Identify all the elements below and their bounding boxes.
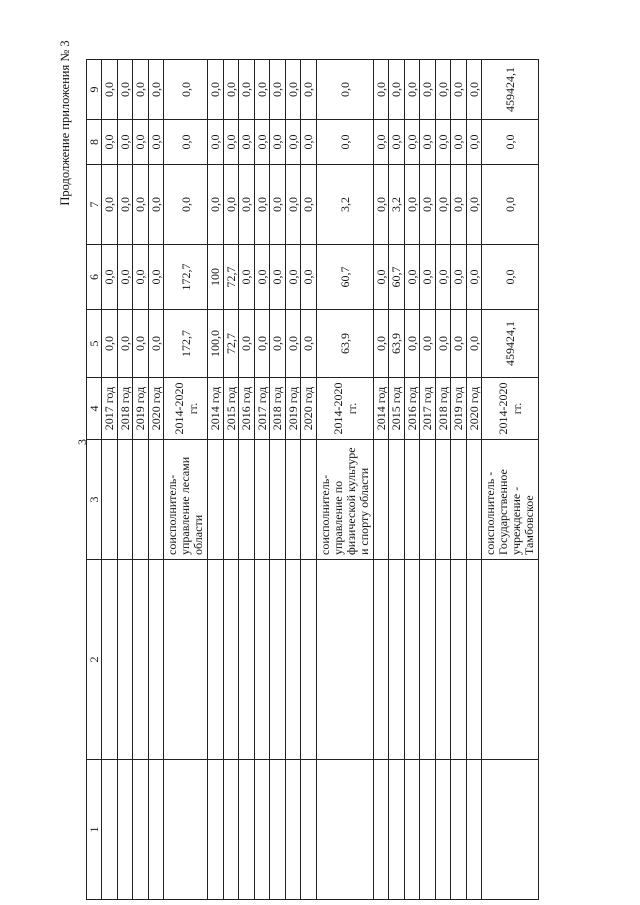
column-1-cell [451,760,467,900]
value-cell-c9: 0,0 [466,60,482,120]
value-cell-c9: 0,0 [208,60,224,120]
value-cell-c6: 0,0 [301,245,317,310]
column-1-cell [466,760,482,900]
value-cell-c6: 0,0 [102,245,118,310]
table-row [301,60,317,900]
value-cell-c8: 0,0 [451,120,467,165]
period-cell: 2017 год [420,378,436,440]
executor-cell [117,440,133,560]
value-cell-c7: 0,0 [373,165,389,245]
value-cell-c7: 0,0 [466,165,482,245]
value-cell-c5: 0,0 [148,310,164,378]
value-cell-c9: 0,0 [117,60,133,120]
value-cell-c9: 0,0 [285,60,301,120]
value-cell-c6: 0,0 [254,245,270,310]
value-cell-c9: 0,0 [164,60,208,120]
period-cell: 2020 год [301,378,317,440]
value-cell-c7: 0,0 [270,165,286,245]
executor-cell: соисполнитель-управление лесами области [164,440,208,560]
column-2-cell [254,560,270,760]
value-cell-c6: 0,0 [117,245,133,310]
value-cell-c8: 0,0 [102,120,118,165]
value-cell-c9: 0,0 [133,60,149,120]
table-row [373,60,389,900]
value-cell-c8: 0,0 [435,120,451,165]
column-1-cell [301,760,317,900]
column-2-cell [223,560,239,760]
value-cell-c5: 0,0 [301,310,317,378]
table-row [223,60,239,900]
value-cell-c7: 0,0 [208,165,224,245]
column-2-cell [404,560,420,760]
column-1-cell [239,760,255,900]
value-cell-c7: 0,0 [239,165,255,245]
column-2-cell [389,560,405,760]
value-cell-c8: 0,0 [285,120,301,165]
value-cell-c8: 0,0 [239,120,255,165]
value-cell-c5: 0,0 [102,310,118,378]
table-row [208,60,224,900]
value-cell-c6: 60,7 [389,245,405,310]
value-cell-c9: 0,0 [102,60,118,120]
value-cell-c6: 0,0 [285,245,301,310]
value-cell-c5: 0,0 [404,310,420,378]
total-row [316,60,373,900]
column-2-cell [102,560,118,760]
column-number-cell: 7 [87,165,102,245]
period-cell: 2019 год [451,378,467,440]
value-cell-c7: 3,2 [316,165,373,245]
value-cell-c5: 72,7 [223,310,239,378]
value-cell-c7: 0,0 [164,165,208,245]
period-cell: 2018 год [435,378,451,440]
value-cell-c8: 0,0 [254,120,270,165]
page-number: 3 [75,439,89,445]
value-cell-c6: 60,7 [316,245,373,310]
column-2-cell [133,560,149,760]
value-cell-c6: 0,0 [466,245,482,310]
column-2-cell [208,560,224,760]
value-cell-c7: 0,0 [254,165,270,245]
period-cell: 2014 год [208,378,224,440]
period-cell: 2016 год [239,378,255,440]
value-cell-c7: 0,0 [404,165,420,245]
period-cell: 2019 год [285,378,301,440]
column-2-cell [466,560,482,760]
column-2-cell [373,560,389,760]
table-row [435,60,451,900]
value-cell-c5: 0,0 [117,310,133,378]
period-cell: 2014-2020 гг. [164,378,208,440]
value-cell-c7: 0,0 [102,165,118,245]
column-1-cell [420,760,436,900]
value-cell-c7: 0,0 [285,165,301,245]
column-number-cell: 8 [87,120,102,165]
value-cell-c6: 0,0 [451,245,467,310]
column-1-cell [133,760,149,900]
value-cell-c5: 0,0 [451,310,467,378]
value-cell-c6: 72,7 [223,245,239,310]
period-cell: 2017 год [254,378,270,440]
value-cell-c9: 0,0 [373,60,389,120]
value-cell-c9: 0,0 [270,60,286,120]
value-cell-c8: 0,0 [301,120,317,165]
value-cell-c5: 0,0 [435,310,451,378]
period-cell: 2015 год [389,378,405,440]
value-cell-c7: 0,0 [482,165,539,245]
value-cell-c6: 0,0 [270,245,286,310]
value-cell-c8: 0,0 [270,120,286,165]
executor-cell [466,440,482,560]
column-1-cell [102,760,118,900]
column-1-cell [404,760,420,900]
value-cell-c7: 0,0 [223,165,239,245]
value-cell-c5: 0,0 [270,310,286,378]
value-cell-c8: 0,0 [223,120,239,165]
table-row [466,60,482,900]
executor-cell [148,440,164,560]
value-cell-c9: 0,0 [148,60,164,120]
table-row [254,60,270,900]
value-cell-c6: 0,0 [133,245,149,310]
period-cell: 2019 год [133,378,149,440]
value-cell-c9: 0,0 [316,60,373,120]
value-cell-c7: 0,0 [435,165,451,245]
value-cell-c9: 0,0 [420,60,436,120]
value-cell-c8: 0,0 [389,120,405,165]
column-1-cell [117,760,133,900]
column-2-cell [270,560,286,760]
column-1-cell [389,760,405,900]
value-cell-c8: 0,0 [117,120,133,165]
column-1-cell [270,760,286,900]
value-cell-c9: 0,0 [254,60,270,120]
column-2-cell [285,560,301,760]
value-cell-c7: 0,0 [451,165,467,245]
value-cell-c6: 0,0 [482,245,539,310]
value-cell-c7: 0,0 [301,165,317,245]
executor-cell [208,440,224,560]
column-2-cell [482,560,539,760]
column-1-cell [435,760,451,900]
column-1-cell [373,760,389,900]
table-row [133,60,149,900]
value-cell-c5: 0,0 [373,310,389,378]
value-cell-c5: 0,0 [420,310,436,378]
executor-cell [389,440,405,560]
value-cell-c6: 0,0 [404,245,420,310]
value-cell-c8: 0,0 [164,120,208,165]
value-cell-c8: 0,0 [316,120,373,165]
column-1-cell [316,760,373,900]
period-cell: 2020 год [466,378,482,440]
executor-cell [404,440,420,560]
executor-cell [285,440,301,560]
executor-cell [254,440,270,560]
column-1-cell [223,760,239,900]
value-cell-c9: 459424,1 [482,60,539,120]
column-number-cell: 6 [87,245,102,310]
value-cell-c6: 0,0 [435,245,451,310]
column-2-cell [435,560,451,760]
executor-cell [102,440,118,560]
table-row [389,60,405,900]
table-row [420,60,436,900]
period-cell: 2014-2020 гг. [316,378,373,440]
executor-cell [435,440,451,560]
table-row [285,60,301,900]
value-cell-c8: 0,0 [466,120,482,165]
table-body [87,60,539,900]
table-row [270,60,286,900]
period-cell: 2020 год [148,378,164,440]
value-cell-c5: 100,0 [208,310,224,378]
value-cell-c8: 0,0 [482,120,539,165]
column-2-cell [316,560,373,760]
column-2-cell [420,560,436,760]
value-cell-c5: 172,7 [164,310,208,378]
table-row [117,60,133,900]
value-cell-c8: 0,0 [373,120,389,165]
value-cell-c7: 0,0 [420,165,436,245]
column-2-cell [301,560,317,760]
column-1-cell [164,760,208,900]
value-cell-c5: 0,0 [285,310,301,378]
column-1-cell [148,760,164,900]
value-cell-c9: 0,0 [435,60,451,120]
value-cell-c7: 0,0 [117,165,133,245]
column-2-cell [451,560,467,760]
executor-cell [451,440,467,560]
value-cell-c7: 0,0 [133,165,149,245]
column-2-cell [148,560,164,760]
column-number-cell: 5 [87,310,102,378]
value-cell-c8: 0,0 [148,120,164,165]
table-row [239,60,255,900]
value-cell-c5: 63,9 [389,310,405,378]
value-cell-c9: 0,0 [223,60,239,120]
column-number-cell: 3 [87,440,102,560]
total-row [164,60,208,900]
value-cell-c7: 3,2 [389,165,405,245]
total-row [482,60,539,900]
value-cell-c5: 63,9 [316,310,373,378]
column-number-cell: 1 [87,760,102,900]
header-row [87,60,102,900]
column-1-cell [254,760,270,900]
table-container [86,60,536,900]
value-cell-c6: 100 [208,245,224,310]
table-row [148,60,164,900]
value-cell-c5: 0,0 [133,310,149,378]
period-cell: 2018 год [270,378,286,440]
value-cell-c7: 0,0 [148,165,164,245]
table-row [404,60,420,900]
budget-table [86,59,539,900]
period-cell: 2017 год [102,378,118,440]
value-cell-c5: 0,0 [254,310,270,378]
column-number-cell: 2 [87,560,102,760]
column-2-cell [164,560,208,760]
column-2-cell [117,560,133,760]
executor-cell [270,440,286,560]
appendix-caption: Продолжение приложения № 3 [58,40,72,206]
value-cell-c9: 0,0 [451,60,467,120]
executor-cell [301,440,317,560]
value-cell-c9: 0,0 [404,60,420,120]
value-cell-c5: 0,0 [239,310,255,378]
value-cell-c8: 0,0 [420,120,436,165]
value-cell-c8: 0,0 [208,120,224,165]
value-cell-c6: 0,0 [420,245,436,310]
value-cell-c8: 0,0 [133,120,149,165]
column-2-cell [239,560,255,760]
period-cell: 2015 год [223,378,239,440]
period-cell: 2016 год [404,378,420,440]
executor-cell [133,440,149,560]
value-cell-c5: 459424,1 [482,310,539,378]
value-cell-c9: 0,0 [239,60,255,120]
value-cell-c9: 0,0 [389,60,405,120]
period-cell: 2014 год [373,378,389,440]
value-cell-c6: 0,0 [148,245,164,310]
period-cell: 2018 год [117,378,133,440]
value-cell-c8: 0,0 [404,120,420,165]
value-cell-c5: 0,0 [466,310,482,378]
value-cell-c6: 172,7 [164,245,208,310]
executor-cell: соисполнитель-управление по физической культуре и спорту области [316,440,373,560]
column-number-cell: 9 [87,60,102,120]
table-row [451,60,467,900]
executor-cell [223,440,239,560]
value-cell-c9: 0,0 [301,60,317,120]
value-cell-c6: 0,0 [373,245,389,310]
executor-cell [420,440,436,560]
table-row [102,60,118,900]
period-cell: 2014-2020 гг. [482,378,539,440]
column-number-cell: 4 [87,378,102,440]
column-1-cell [285,760,301,900]
value-cell-c6: 0,0 [239,245,255,310]
executor-cell [373,440,389,560]
column-1-cell [208,760,224,900]
executor-cell: соисполнитель - Государственное учреждение - Тамбовское [482,440,539,560]
executor-cell [239,440,255,560]
column-1-cell [482,760,539,900]
